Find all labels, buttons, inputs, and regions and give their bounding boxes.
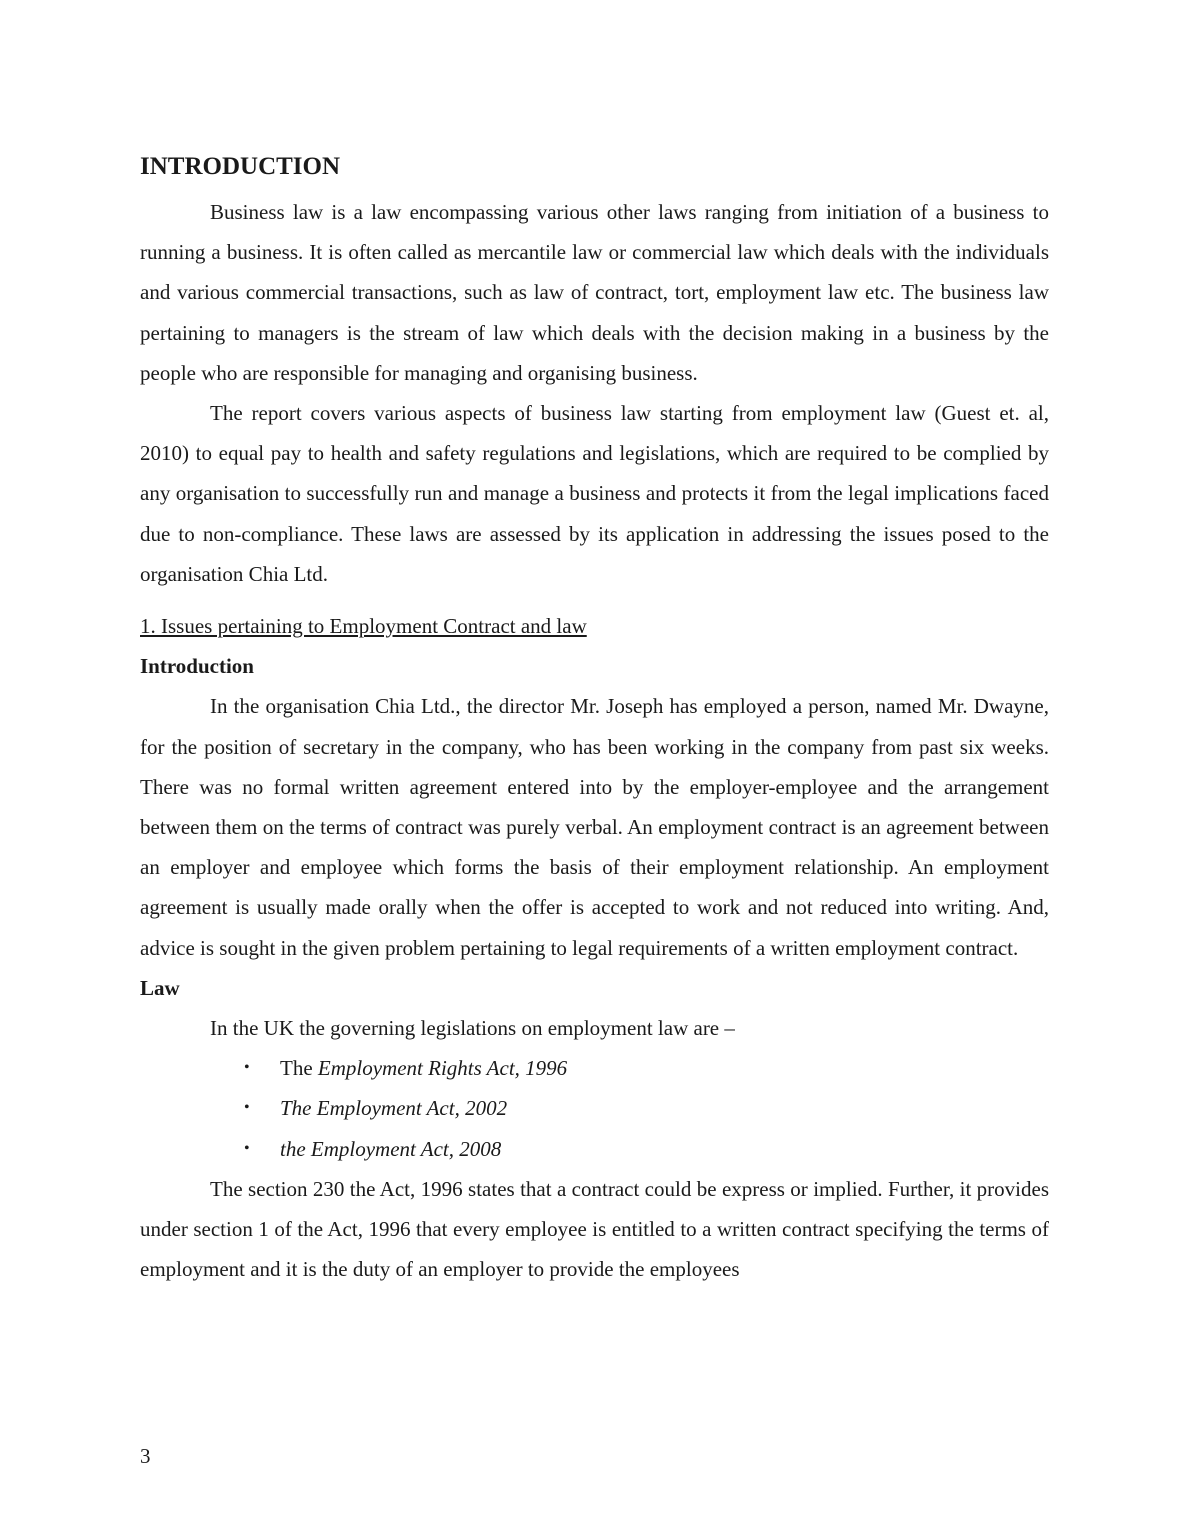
- act-name: Employment Rights Act, 1996: [317, 1056, 568, 1081]
- law-lead-sentence: In the UK the governing legislations on employment law are –: [210, 1016, 735, 1041]
- list-item: [244, 1048, 1049, 1088]
- list-item: [244, 1088, 1049, 1128]
- page-number: 3: [140, 1444, 151, 1468]
- document-page: [140, 146, 1049, 1289]
- section-intro-paragraph: In the organisation Chia Ltd., the director Mr. Joseph has employed a person, named Mr. Dwayne, for the position of secretary in the company, who has been working in the company from past six weeks. There was no formal written agreement entered into by the employer-employee and the arrangement between them on the terms of contract was purely verbal. An employment contract is an agreement between an employer and employee which forms the basis of their employment relationship. An employment agreement is usually made orally when the offer is accepted to work and not reduced into writing. And, advice is sought in the given problem pertaining to legal requirements of a written employment contract.: [140, 694, 1049, 960]
- act-name: The Employment Act, 2002: [280, 1096, 508, 1121]
- law-subheading: Law: [140, 975, 180, 1000]
- act-name: the Employment Act, 2008: [280, 1136, 502, 1161]
- bullet-icon: •: [244, 1059, 250, 1077]
- section-title: 1. Issues pertaining to Employment Contract and law: [140, 614, 587, 639]
- bullet-icon: •: [244, 1139, 250, 1157]
- act-prefix: The: [280, 1056, 318, 1081]
- page-heading: INTRODUCTION: [140, 153, 341, 180]
- bullet-icon: •: [244, 1099, 250, 1117]
- law-paragraph: The section 230 the Act, 1996 states that a contract could be express or implied. Further, it provides under section 1 of the Act, 1996 that every employee is entitled to a written contract specifying the terms of employment and it is the duty of an employer to provide the employees: [140, 1176, 1049, 1282]
- intro-paragraph-1: Business law is a law encompassing various other laws ranging from initiation of a business to running a business. It is often called as mercantile law or commercial law which deals with the individuals and various commercial transactions, such as law of contract, tort, employment law etc. The business law pertaining to managers is the stream of law which deals with the decision making in a business by the people who are responsible for managing and organising business.: [140, 200, 1049, 385]
- legislation-list: [140, 1048, 1049, 1169]
- list-item: [244, 1129, 1049, 1169]
- introduction-subheading: Introduction: [140, 654, 254, 679]
- intro-paragraph-2: The report covers various aspects of business law starting from employment law (Guest et. al, 2010) to equal pay to health and safety regulations and legislations, which are required to be complied by any organisation to successfully run and manage a business and protects it from the legal implications faced due to non-compliance. These laws are assessed by its application in addressing the issues posed to the organisation Chia Ltd.: [140, 401, 1049, 586]
